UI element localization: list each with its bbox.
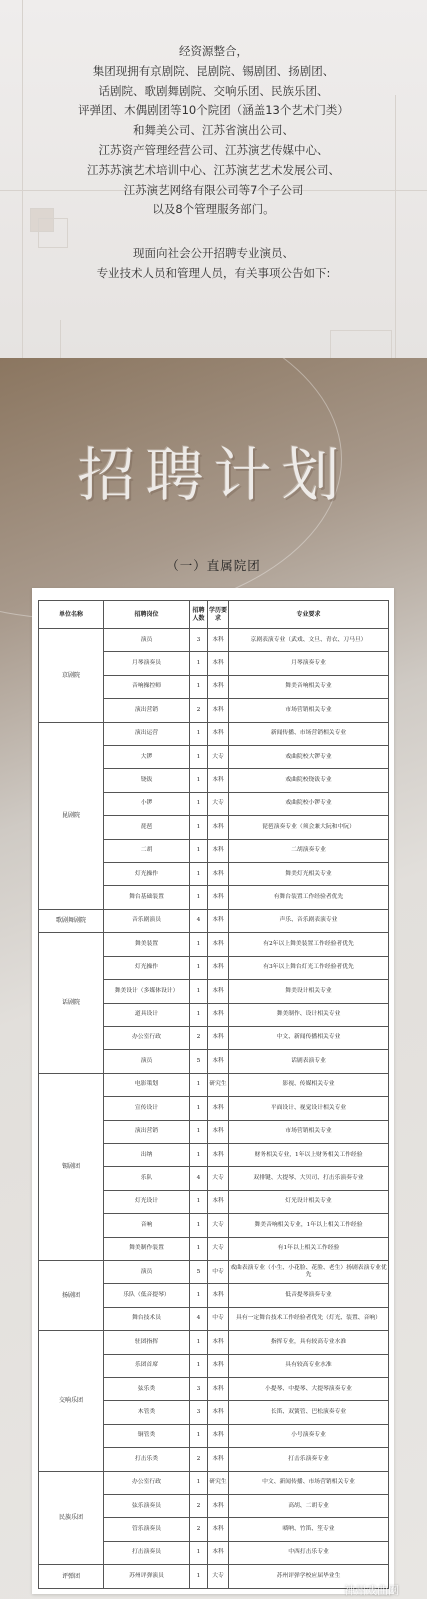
cell-major: 琵琶演奏专业（须会兼大阮和中阮） bbox=[229, 816, 389, 839]
cell-education: 本科 bbox=[208, 1026, 229, 1049]
intro-line: 集团现拥有京剧院、昆剧院、锡剧团、扬剧团、 bbox=[92, 63, 335, 78]
intro-line: 评弹团、木偶剧团等10个院团（涵盖13个艺术门类） bbox=[78, 103, 349, 118]
header-education: 学历要求 bbox=[208, 601, 229, 629]
cell-count: 2 bbox=[190, 1448, 208, 1471]
cell-education: 本科 bbox=[208, 1097, 229, 1120]
intro-line: 以及8个管理服务部门。 bbox=[152, 202, 275, 217]
cell-education: 本科 bbox=[208, 956, 229, 979]
cell-position: 电影策划 bbox=[104, 1073, 190, 1096]
cell-unit: 京剧院 bbox=[39, 629, 104, 723]
cell-count: 1 bbox=[190, 1565, 208, 1588]
cell-education: 大专 bbox=[208, 746, 229, 769]
cell-major: 财务相关专业，1年以上财务相关工作经验 bbox=[229, 1143, 389, 1166]
cell-education: 本科 bbox=[208, 1354, 229, 1377]
cell-position: 管乐演奏员 bbox=[104, 1518, 190, 1541]
cell-position: 道具设计 bbox=[104, 1003, 190, 1026]
cell-count: 1 bbox=[190, 1143, 208, 1166]
recruitment-table-card bbox=[32, 588, 394, 1594]
recruitment-plan-section bbox=[0, 358, 427, 1599]
cell-count: 1 bbox=[190, 1097, 208, 1120]
table-row bbox=[39, 1471, 389, 1494]
cell-count: 1 bbox=[190, 746, 208, 769]
cell-major: 月琴演奏专业 bbox=[229, 652, 389, 675]
intro-line: 江苏资产管理经营公司、江苏演艺传媒中心、 bbox=[98, 142, 329, 157]
cell-education: 本科 bbox=[208, 1448, 229, 1471]
intro-section bbox=[0, 0, 427, 358]
table-row bbox=[39, 629, 389, 652]
header-major: 专业要求 bbox=[229, 601, 389, 629]
cell-count: 1 bbox=[190, 1237, 208, 1260]
cell-position: 灯光操作 bbox=[104, 863, 190, 886]
cell-major: 京剧表演专业（武戏、文旦、青衣、刀马旦） bbox=[229, 629, 389, 652]
table-row bbox=[39, 1565, 389, 1588]
cell-unit: 话剧院 bbox=[39, 933, 104, 1073]
cell-education: 本科 bbox=[208, 1331, 229, 1354]
cell-education: 中专 bbox=[208, 1307, 229, 1330]
cell-education: 本科 bbox=[208, 722, 229, 745]
cell-count: 1 bbox=[190, 1424, 208, 1447]
cell-position: 出纳 bbox=[104, 1143, 190, 1166]
cell-education: 研究生 bbox=[208, 1471, 229, 1494]
cell-count: 1 bbox=[190, 769, 208, 792]
cell-major: 指挥专业，具有较高专业水准 bbox=[229, 1331, 389, 1354]
header-position: 招聘岗位 bbox=[104, 601, 190, 629]
cell-position: 琵琶 bbox=[104, 816, 190, 839]
cell-major: 戏曲院校大锣专业 bbox=[229, 746, 389, 769]
cell-position: 舞美制作装置 bbox=[104, 1237, 190, 1260]
cell-count: 1 bbox=[190, 933, 208, 956]
cell-count: 1 bbox=[190, 956, 208, 979]
cell-major: 舞美音响相关专业，1年以上相关工作经验 bbox=[229, 1214, 389, 1237]
cell-position: 月琴演奏员 bbox=[104, 652, 190, 675]
cell-major: 有1年以上相关工作经验 bbox=[229, 1237, 389, 1260]
cell-count: 1 bbox=[190, 1541, 208, 1564]
cell-position: 乐团首席 bbox=[104, 1354, 190, 1377]
cell-position: 舞美设计（多媒体设计） bbox=[104, 980, 190, 1003]
cell-education: 本科 bbox=[208, 933, 229, 956]
cell-position: 演出营销 bbox=[104, 699, 190, 722]
cell-position: 弦乐类 bbox=[104, 1378, 190, 1401]
cell-count: 1 bbox=[190, 1214, 208, 1237]
cell-position: 舞台基础装置 bbox=[104, 886, 190, 909]
cell-count: 1 bbox=[190, 722, 208, 745]
cell-major: 长笛、双簧管、巴松演奏专业 bbox=[229, 1401, 389, 1424]
cell-position: 演员 bbox=[104, 1050, 190, 1073]
cell-count: 3 bbox=[190, 1378, 208, 1401]
cell-education: 本科 bbox=[208, 1050, 229, 1073]
intro-line: 经资源整合， bbox=[179, 44, 248, 58]
cell-unit: 昆剧院 bbox=[39, 722, 104, 909]
cell-major: 有3年以上舞台灯光工作经验者优先 bbox=[229, 956, 389, 979]
cell-education: 本科 bbox=[208, 1378, 229, 1401]
cell-education: 本科 bbox=[208, 816, 229, 839]
cell-major: 低音提琴演奏专业 bbox=[229, 1284, 389, 1307]
intro-line: 江苏苏演艺术培训中心、江苏演艺艺术发展公司、 bbox=[87, 162, 340, 177]
cell-major: 小号演奏专业 bbox=[229, 1424, 389, 1447]
cell-count: 2 bbox=[190, 1518, 208, 1541]
cell-education: 大专 bbox=[208, 1167, 229, 1190]
cell-major: 双排键、大提琴、大贝司、打击乐演奏专业 bbox=[229, 1167, 389, 1190]
cell-count: 1 bbox=[190, 1331, 208, 1354]
cell-position: 舞美装置 bbox=[104, 933, 190, 956]
cell-position: 音乐剧演员 bbox=[104, 909, 190, 932]
cell-education: 本科 bbox=[208, 1003, 229, 1026]
cell-count: 1 bbox=[190, 652, 208, 675]
decor-line bbox=[395, 95, 396, 358]
table-body bbox=[39, 629, 389, 1589]
cell-education: 本科 bbox=[208, 652, 229, 675]
cell-count: 1 bbox=[190, 980, 208, 1003]
cell-position: 演员 bbox=[104, 1260, 190, 1283]
table-row bbox=[39, 722, 389, 745]
decor-line bbox=[60, 320, 61, 358]
cell-major: 戏曲表演专业（小生、小花脸、花脸、老生）扬剧表演专业优先 bbox=[229, 1260, 389, 1283]
cell-major: 小提琴、中提琴、大提琴演奏专业 bbox=[229, 1378, 389, 1401]
cell-major: 新闻传播、市场营销相关专业 bbox=[229, 722, 389, 745]
intro-line: 江苏演艺网络有限公司等7个子公司 bbox=[123, 182, 304, 197]
cell-position: 演出营销 bbox=[104, 1120, 190, 1143]
cell-count: 2 bbox=[190, 1495, 208, 1518]
intro-line: 和舞美公司、江苏省演出公司、 bbox=[133, 123, 294, 138]
table-row bbox=[39, 1331, 389, 1354]
cell-education: 本科 bbox=[208, 1284, 229, 1307]
cell-count: 4 bbox=[190, 1307, 208, 1330]
table-row bbox=[39, 1260, 389, 1283]
cell-major: 中西打击乐专业 bbox=[229, 1541, 389, 1564]
cell-position: 弦乐演奏员 bbox=[104, 1495, 190, 1518]
cell-position: 灯光设计 bbox=[104, 1190, 190, 1213]
cell-major: 苏州评弹学校应届毕业生 bbox=[229, 1565, 389, 1588]
cell-education: 本科 bbox=[208, 1424, 229, 1447]
cell-major: 话剧表演专业 bbox=[229, 1050, 389, 1073]
cell-count: 1 bbox=[190, 863, 208, 886]
cell-education: 大专 bbox=[208, 1214, 229, 1237]
cell-major: 戏曲院校铙钹专业 bbox=[229, 769, 389, 792]
cell-count: 1 bbox=[190, 886, 208, 909]
cell-position: 舞台技术员 bbox=[104, 1307, 190, 1330]
cell-major: 声乐、音乐剧表演专业 bbox=[229, 909, 389, 932]
cell-unit: 歌剧舞剧院 bbox=[39, 909, 104, 932]
cell-position: 音响 bbox=[104, 1214, 190, 1237]
cell-count: 3 bbox=[190, 1401, 208, 1424]
cell-education: 本科 bbox=[208, 1120, 229, 1143]
cell-position: 打击演奏员 bbox=[104, 1541, 190, 1564]
cell-education: 本科 bbox=[208, 769, 229, 792]
cell-count: 4 bbox=[190, 909, 208, 932]
cell-major: 舞美音响相关专业 bbox=[229, 675, 389, 698]
cell-count: 1 bbox=[190, 1120, 208, 1143]
cell-major: 唢呐、竹笛、笙专业 bbox=[229, 1518, 389, 1541]
cell-education: 本科 bbox=[208, 839, 229, 862]
intro-paragraph-announcement bbox=[30, 244, 397, 284]
cell-unit: 评弹团 bbox=[39, 1565, 104, 1588]
table-row bbox=[39, 909, 389, 932]
intro-line: 现面向社会公开招聘专业演员、 bbox=[133, 246, 294, 260]
cell-position: 小锣 bbox=[104, 792, 190, 815]
cell-major: 具有一定舞台技术工作经验者优先（灯光、装置、音响） bbox=[229, 1307, 389, 1330]
cell-major: 二胡演奏专业 bbox=[229, 839, 389, 862]
header-count: 招聘人数 bbox=[190, 601, 208, 629]
cell-count: 1 bbox=[190, 1354, 208, 1377]
cell-count: 1 bbox=[190, 1190, 208, 1213]
cell-position: 铜管类 bbox=[104, 1424, 190, 1447]
cell-education: 本科 bbox=[208, 675, 229, 698]
decor-line bbox=[22, 0, 23, 358]
cell-position: 驻团指挥 bbox=[104, 1331, 190, 1354]
cell-major: 戏曲院校小锣专业 bbox=[229, 792, 389, 815]
cell-count: 4 bbox=[190, 1167, 208, 1190]
cell-education: 大专 bbox=[208, 1565, 229, 1588]
cell-major: 中文、新闻传播相关专业 bbox=[229, 1026, 389, 1049]
cell-count: 1 bbox=[190, 1471, 208, 1494]
cell-education: 本科 bbox=[208, 1401, 229, 1424]
intro-line: 专业技术人员和管理人员，有关事项公告如下: bbox=[96, 265, 331, 280]
cell-count: 1 bbox=[190, 1284, 208, 1307]
section-title: 招聘计划 bbox=[77, 441, 350, 509]
cell-position: 木管类 bbox=[104, 1401, 190, 1424]
cell-unit: 锡剧团 bbox=[39, 1073, 104, 1260]
cell-major: 有2年以上舞美装置工作经验者优先 bbox=[229, 933, 389, 956]
table-row bbox=[39, 933, 389, 956]
cell-position: 大锣 bbox=[104, 746, 190, 769]
cell-education: 本科 bbox=[208, 1143, 229, 1166]
section-subtitle: （一）直属院团 bbox=[166, 558, 261, 573]
watermark: 神州戏曲网 bbox=[344, 1584, 399, 1597]
cell-major: 平面设计、视觉设计相关专业 bbox=[229, 1097, 389, 1120]
cell-position: 音响操控师 bbox=[104, 675, 190, 698]
cell-count: 5 bbox=[190, 1260, 208, 1283]
cell-position: 乐队（低音提琴） bbox=[104, 1284, 190, 1307]
cell-count: 1 bbox=[190, 1003, 208, 1026]
cell-count: 5 bbox=[190, 1050, 208, 1073]
table-header-row bbox=[39, 601, 389, 629]
cell-position: 演员 bbox=[104, 629, 190, 652]
cell-position: 二胡 bbox=[104, 839, 190, 862]
cell-education: 研究生 bbox=[208, 1073, 229, 1096]
cell-major: 中文、新闻传播、市场营销相关专业 bbox=[229, 1471, 389, 1494]
cell-position: 铙钹 bbox=[104, 769, 190, 792]
cell-education: 本科 bbox=[208, 1541, 229, 1564]
cell-count: 1 bbox=[190, 1073, 208, 1096]
cell-major: 有舞台装置工作经验者优先 bbox=[229, 886, 389, 909]
cell-education: 本科 bbox=[208, 980, 229, 1003]
decor-frame bbox=[330, 330, 392, 358]
cell-major: 具有较高专业水准 bbox=[229, 1354, 389, 1377]
cell-education: 本科 bbox=[208, 909, 229, 932]
cell-education: 本科 bbox=[208, 1495, 229, 1518]
table-row bbox=[39, 1073, 389, 1096]
cell-count: 3 bbox=[190, 629, 208, 652]
cell-major: 舞美设计相关专业 bbox=[229, 980, 389, 1003]
cell-unit: 交响乐团 bbox=[39, 1331, 104, 1471]
cell-education: 本科 bbox=[208, 1518, 229, 1541]
cell-position: 灯光操作 bbox=[104, 956, 190, 979]
cell-position: 苏州评弹演员 bbox=[104, 1565, 190, 1588]
cell-unit: 民族乐团 bbox=[39, 1471, 104, 1565]
cell-major: 舞美灯光相关专业 bbox=[229, 863, 389, 886]
cell-education: 本科 bbox=[208, 1190, 229, 1213]
cell-education: 中专 bbox=[208, 1260, 229, 1283]
header-unit: 单位名称 bbox=[39, 601, 104, 629]
cell-education: 本科 bbox=[208, 629, 229, 652]
intro-paragraph bbox=[40, 42, 387, 220]
recruitment-table bbox=[38, 600, 389, 1589]
cell-major: 市场营销相关专业 bbox=[229, 699, 389, 722]
cell-position: 办公室行政 bbox=[104, 1026, 190, 1049]
cell-count: 1 bbox=[190, 839, 208, 862]
cell-major: 高胡、二胡专业 bbox=[229, 1495, 389, 1518]
cell-education: 本科 bbox=[208, 863, 229, 886]
cell-education: 大专 bbox=[208, 792, 229, 815]
intro-line: 话剧院、歌剧舞剧院、交响乐团、民族乐团、 bbox=[98, 83, 329, 98]
cell-count: 1 bbox=[190, 792, 208, 815]
cell-education: 大专 bbox=[208, 1237, 229, 1260]
cell-position: 乐队 bbox=[104, 1167, 190, 1190]
cell-major: 市场营销相关专业 bbox=[229, 1120, 389, 1143]
cell-count: 1 bbox=[190, 816, 208, 839]
cell-unit: 扬剧团 bbox=[39, 1260, 104, 1330]
cell-count: 2 bbox=[190, 1026, 208, 1049]
cell-major: 打击乐演奏专业 bbox=[229, 1448, 389, 1471]
cell-major: 影视、传媒相关专业 bbox=[229, 1073, 389, 1096]
cell-education: 本科 bbox=[208, 886, 229, 909]
cell-major: 灯光设计相关专业 bbox=[229, 1190, 389, 1213]
cell-position: 打击乐类 bbox=[104, 1448, 190, 1471]
cell-count: 2 bbox=[190, 699, 208, 722]
cell-count: 1 bbox=[190, 675, 208, 698]
cell-major: 舞美制作、设计相关专业 bbox=[229, 1003, 389, 1026]
cell-education: 本科 bbox=[208, 699, 229, 722]
cell-position: 演出运营 bbox=[104, 722, 190, 745]
cell-position: 办公室行政 bbox=[104, 1471, 190, 1494]
cell-position: 宣传设计 bbox=[104, 1097, 190, 1120]
